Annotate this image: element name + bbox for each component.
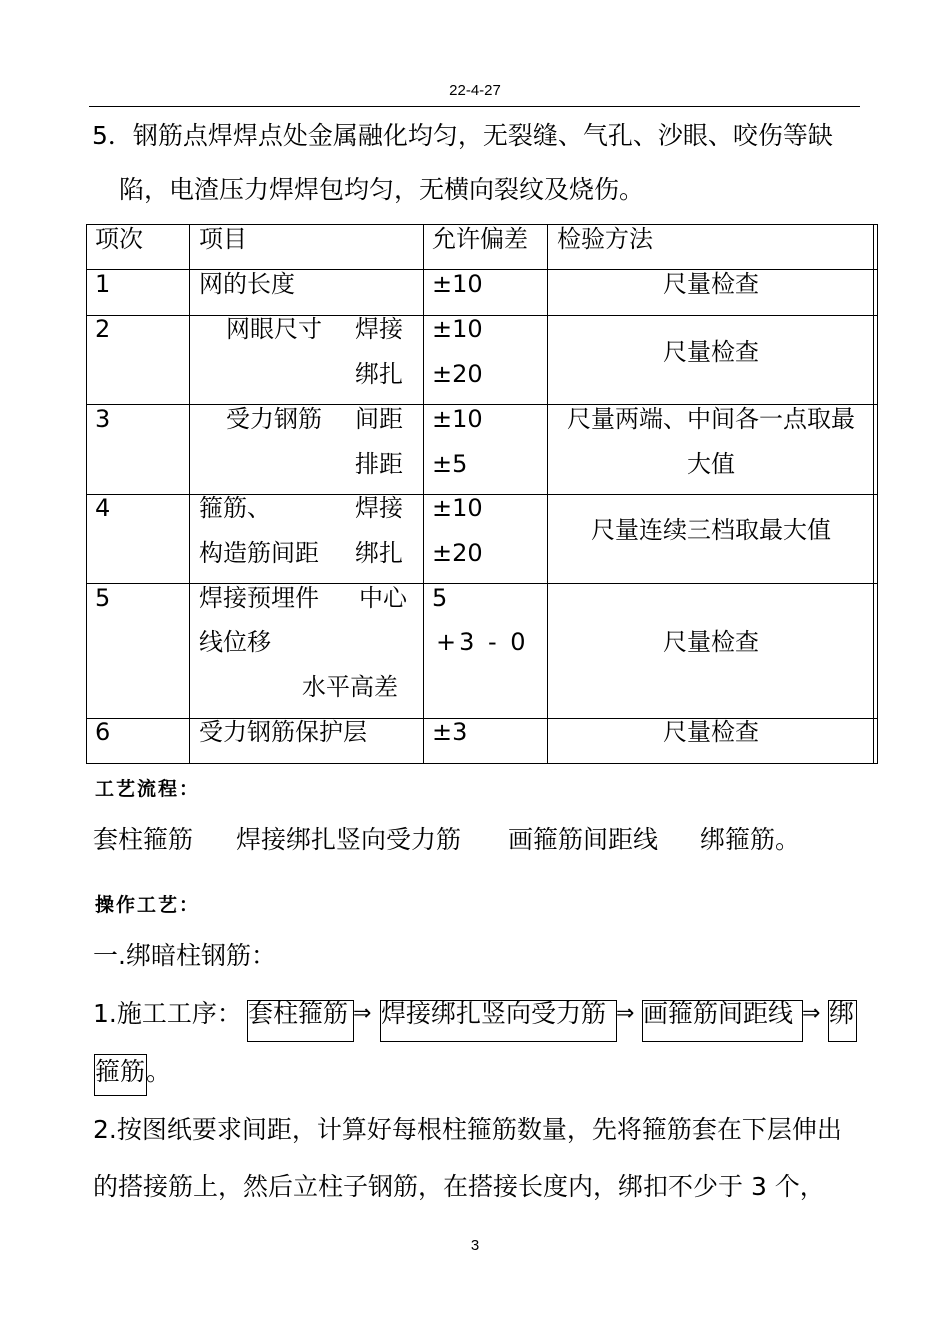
table-cell-deviation: ±5 xyxy=(432,450,468,478)
flow-box-4-cont-text: 箍筋 xyxy=(95,1057,146,1086)
table-cell-subitem: 焊接 xyxy=(355,315,403,343)
table-cell-deviation: 5 xyxy=(432,584,448,612)
item5-line1: 5．钢筋点焊焊点处金属融化均匀，无裂缝、气孔、沙眼、咬伤等缺 xyxy=(92,121,833,150)
table-header-no: 项次 xyxy=(95,225,143,253)
table-cell-deviation: +3 - 0 xyxy=(436,628,529,656)
table-cell-subitem: 排距 xyxy=(355,450,403,478)
process-step-3: 画箍筋间距线 xyxy=(508,825,659,854)
step1-end: 。 xyxy=(146,1057,172,1086)
table-cell-subitem: 绑扎 xyxy=(355,360,403,388)
step1-label: 1.施工工序： xyxy=(93,999,242,1028)
flow-box-1-text: 套柱箍筋 xyxy=(248,999,349,1028)
table-cell-deviation: ±10 xyxy=(432,270,483,298)
table-cell-deviation: ±20 xyxy=(432,360,483,388)
flow-box-3-text: 画箍筋间距线 xyxy=(643,999,794,1028)
table-cell-item: 网的长度 xyxy=(199,270,295,298)
page-number: 3 xyxy=(470,1237,480,1254)
flow-box-4-text: 绑 xyxy=(829,999,855,1028)
table-cell-no: 1 xyxy=(95,270,111,298)
flow-box-2-text: 焊接绑扎竖向受力筋 xyxy=(381,999,607,1028)
process-heading: 工艺流程： xyxy=(95,778,201,800)
table-cell-method: 大值 xyxy=(687,450,735,478)
section-1-title: 一.绑暗柱钢筋： xyxy=(93,941,276,970)
table-cell-subitem: 焊接 xyxy=(355,494,403,522)
flow-arrow-icon: ⇒ xyxy=(802,1001,821,1026)
table-cell-subitem: 绑扎 xyxy=(355,539,403,567)
table-cell-method: 尺量检查 xyxy=(663,338,759,366)
table-cell-no: 3 xyxy=(95,405,111,433)
operation-heading: 操作工艺： xyxy=(95,894,201,916)
table-cell-item: 线位移 xyxy=(199,628,271,656)
process-step-4: 绑箍筋。 xyxy=(700,825,801,854)
table-cell-method: 尺量检查 xyxy=(663,718,759,746)
table-cell-subitem: 间距 xyxy=(355,405,403,433)
flow-arrow-icon: ⇒ xyxy=(616,1001,635,1026)
step2-line1: 2.按图纸要求间距，计算好每根柱箍筋数量，先将箍筋套在下层伸出 xyxy=(93,1115,842,1144)
table-cell-deviation: ±20 xyxy=(432,539,483,567)
table-cell-subitem: 中心 xyxy=(359,584,407,612)
table-cell-method: 尺量检查 xyxy=(663,270,759,298)
table-cell-item: 构造筋间距 xyxy=(199,539,319,567)
table-cell-no: 5 xyxy=(95,584,111,612)
table-cell-no: 6 xyxy=(95,718,111,746)
flow-arrow-icon: ⇒ xyxy=(353,1001,372,1026)
header-date: 22-4-27 xyxy=(449,82,501,99)
step2-line2: 的搭接筋上，然后立柱子钢筋，在搭接长度内，绑扣不少于 3 个， xyxy=(93,1172,825,1201)
table-header-deviation: 允许偏差 xyxy=(432,225,528,253)
table-cell-item: 箍筋、 xyxy=(199,494,271,522)
table-border-bottom xyxy=(86,763,878,764)
item5-line2: 陷，电渣压力焊焊包均匀，无横向裂纹及烧伤。 xyxy=(119,175,645,204)
table-cell-method: 尺量检查 xyxy=(663,628,759,656)
table-cell-no: 4 xyxy=(95,494,111,522)
process-step-1: 套柱箍筋 xyxy=(93,825,194,854)
table-cell-item: 网眼尺寸 xyxy=(226,315,322,343)
header-rule xyxy=(89,106,860,107)
table-cell-deviation: ±10 xyxy=(432,405,483,433)
table-cell-no: 2 xyxy=(95,315,111,343)
table-cell-method: 尺量两端、中间各一点取最 xyxy=(567,405,855,433)
table-cell-deviation: ±10 xyxy=(432,315,483,343)
table-cell-deviation: ±3 xyxy=(432,718,468,746)
table-cell-subitem: 水平高差 xyxy=(302,673,398,701)
table-cell-item: 受力钢筋保护层 xyxy=(199,718,367,746)
table-cell-item: 焊接预埋件 xyxy=(199,584,319,612)
process-step-2: 焊接绑扎竖向受力筋 xyxy=(236,825,462,854)
table-header-item: 项目 xyxy=(199,225,247,253)
table-cell-deviation: ±10 xyxy=(432,494,483,522)
table-header-method: 检验方法 xyxy=(557,225,653,253)
table-cell-item: 受力钢筋 xyxy=(226,405,322,433)
table-cell-method: 尺量连续三档取最大值 xyxy=(591,516,831,544)
